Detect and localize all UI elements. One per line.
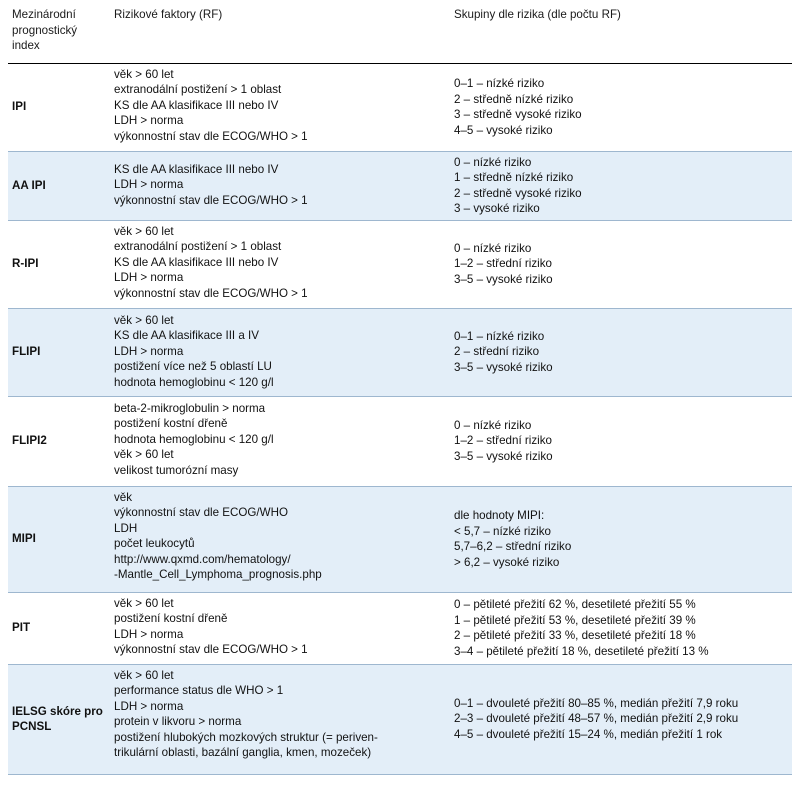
risk-factor: postižení kostní dřeně: [114, 417, 228, 430]
risk-group: > 6,2 – vysoké riziko: [454, 555, 560, 569]
risk-group: 2 – střední riziko: [454, 345, 540, 359]
table-header-row: [8, 4, 792, 63]
risk-factor: KS dle AA klasifikace III a IV: [114, 329, 259, 342]
header-index: Mezinárodní prognostický index: [8, 4, 110, 63]
risk-factor: LDH > norma: [114, 114, 184, 127]
risk-factor: počet leukocytů: [114, 537, 195, 550]
table-row: [8, 396, 792, 486]
table-row: [8, 592, 792, 664]
risk-group: 0 – pětileté přežití 62 %, desetileté přežití 55 %: [454, 598, 696, 611]
risk-factor: věk > 60 let: [114, 448, 174, 461]
risk-factors-cell: [110, 151, 450, 220]
index-name: FLIPI: [12, 345, 41, 359]
risk-groups-cell: [450, 592, 792, 664]
risk-group: 2 – pětileté přežití 33 %, desetileté přežití 18 %: [454, 629, 696, 642]
index-name: PIT: [12, 621, 31, 635]
risk-groups-cell: [450, 396, 792, 486]
risk-group: 0 – nízké riziko: [454, 155, 532, 169]
risk-group: 0–1 – nízké riziko: [454, 77, 545, 90]
risk-factor: LDH > norma: [114, 699, 184, 713]
risk-factor: hodnota hemoglobinu < 120 g/l: [114, 432, 274, 446]
risk-factor: věk > 60 let: [114, 67, 174, 81]
risk-group: 0–1 – nízké riziko: [454, 329, 545, 343]
risk-factor: postižení kostní dřeně: [114, 612, 228, 625]
risk-group: 1 – pětileté přežití 53 %, desetileté přežití 39 %: [454, 613, 696, 627]
risk-group: 0–1 – dvouleté přežití 80–85 %, medián přežití 7,9 roku: [454, 696, 739, 710]
risk-factors-cell: [110, 592, 450, 664]
prognostic-index-table: [8, 4, 792, 775]
risk-factor: velikost tumorózní masy: [114, 463, 239, 477]
index-name: FLIPI2: [12, 434, 47, 448]
risk-groups-cell: [450, 151, 792, 220]
risk-factors-cell: [110, 220, 450, 308]
risk-factor: věk > 60 let: [114, 596, 174, 610]
risk-factor: extranodální postižení > 1 oblast: [114, 240, 282, 253]
risk-factor: LDH > norma: [114, 178, 184, 191]
table-row: [8, 664, 792, 774]
risk-factor: výkonnostní stav dle ECOG/WHO > 1: [114, 129, 308, 143]
risk-factor: LDH > norma: [114, 627, 184, 641]
risk-factor: LDH: [114, 521, 138, 535]
index-name: AA IPI: [12, 178, 46, 192]
risk-group: 5,7–6,2 – střední riziko: [454, 540, 572, 553]
risk-factor: postižení hlubokých mozkových struktur (= periven-: [114, 730, 378, 744]
risk-factor: hodnota hemoglobinu < 120 g/l: [114, 375, 274, 389]
risk-factor: KS dle AA klasifikace III nebo IV: [114, 255, 279, 269]
table-row: [8, 63, 792, 151]
risk-factor: extranodální postižení > 1 oblast: [114, 83, 282, 96]
risk-group: 4–5 – dvouleté přežití 15–24 %, medián přežití 1 rok: [454, 727, 723, 741]
risk-group: 4–5 – vysoké riziko: [454, 123, 553, 137]
risk-factor: věk > 60 let: [114, 313, 174, 327]
risk-factor: výkonnostní stav dle ECOG/WHO > 1: [114, 193, 308, 207]
risk-factors-cell: [110, 63, 450, 151]
risk-group: 2–3 – dvouleté přežití 48–57 %, medián přežití 2,9 roku: [454, 712, 739, 726]
risk-factor: protein v likvoru > norma: [114, 715, 242, 728]
mipi-url-line: http://www.qxmd.com/hematology/: [114, 552, 291, 566]
risk-group: 2 – středně vysoké riziko: [454, 186, 582, 200]
index-name: IPI: [12, 100, 27, 114]
risk-group: 1–2 – střední riziko: [454, 434, 552, 448]
mipi-url-line: -Mantle_Cell_Lymphoma_prognosis.php: [114, 568, 322, 581]
risk-factor: věk > 60 let: [114, 668, 174, 682]
risk-factors-cell: [110, 396, 450, 486]
table-row: [8, 220, 792, 308]
risk-group: dle hodnoty MIPI:: [454, 509, 545, 522]
risk-groups-cell: [450, 308, 792, 396]
risk-factors-cell: [110, 308, 450, 396]
risk-factor: výkonnostní stav dle ECOG/WHO > 1: [114, 286, 308, 300]
risk-factor: trikulární oblasti, bazální ganglia, kmen, mozeček): [114, 746, 372, 759]
risk-group: < 5,7 – nízké riziko: [454, 524, 551, 538]
risk-factor: KS dle AA klasifikace III nebo IV: [114, 162, 279, 176]
risk-group: 0 – nízké riziko: [454, 418, 532, 432]
risk-group: 3–5 – vysoké riziko: [454, 449, 553, 463]
table-row: [8, 308, 792, 396]
risk-group: 2 – středně nízké riziko: [454, 92, 574, 106]
risk-group: 3 – středně vysoké riziko: [454, 108, 582, 121]
risk-factors-cell: [110, 486, 450, 592]
risk-factors-cell: [110, 664, 450, 774]
risk-group: 1–2 – střední riziko: [454, 257, 552, 271]
risk-group: 0 – nízké riziko: [454, 241, 532, 255]
header-risk-factors: Rizikové faktory (RF): [110, 4, 450, 63]
risk-factor: věk: [114, 490, 133, 504]
risk-groups-cell: [450, 63, 792, 151]
risk-groups-cell: [450, 664, 792, 774]
risk-factor: výkonnostní stav dle ECOG/WHO: [114, 506, 288, 519]
risk-factor: věk > 60 let: [114, 224, 174, 238]
risk-group: 1 – středně nízké riziko: [454, 171, 574, 184]
risk-groups-cell: [450, 486, 792, 592]
table-row: [8, 151, 792, 220]
risk-group: 3–5 – vysoké riziko: [454, 272, 553, 286]
risk-factor: výkonnostní stav dle ECOG/WHO > 1: [114, 643, 308, 656]
index-name: IELSG skóre pro PCNSL: [12, 704, 103, 733]
risk-factor: LDH > norma: [114, 271, 184, 284]
index-name: MIPI: [12, 532, 36, 546]
risk-factor: postižení více než 5 oblastí LU: [114, 360, 272, 373]
risk-groups-cell: [450, 220, 792, 308]
risk-factor: LDH > norma: [114, 344, 184, 358]
risk-factor: beta-2-mikroglobulin > norma: [114, 401, 266, 415]
risk-factor: performance status dle WHO > 1: [114, 684, 284, 697]
risk-group: 3 – vysoké riziko: [454, 202, 540, 215]
risk-group: 3–4 – pětileté přežití 18 %, desetileté přežití 13 %: [454, 644, 709, 658]
risk-group: 3–5 – vysoké riziko: [454, 360, 553, 374]
risk-factor: KS dle AA klasifikace III nebo IV: [114, 98, 279, 112]
index-name: R-IPI: [12, 257, 39, 271]
table-row: [8, 486, 792, 592]
header-risk-groups: Skupiny dle rizika (dle počtu RF): [450, 4, 792, 63]
